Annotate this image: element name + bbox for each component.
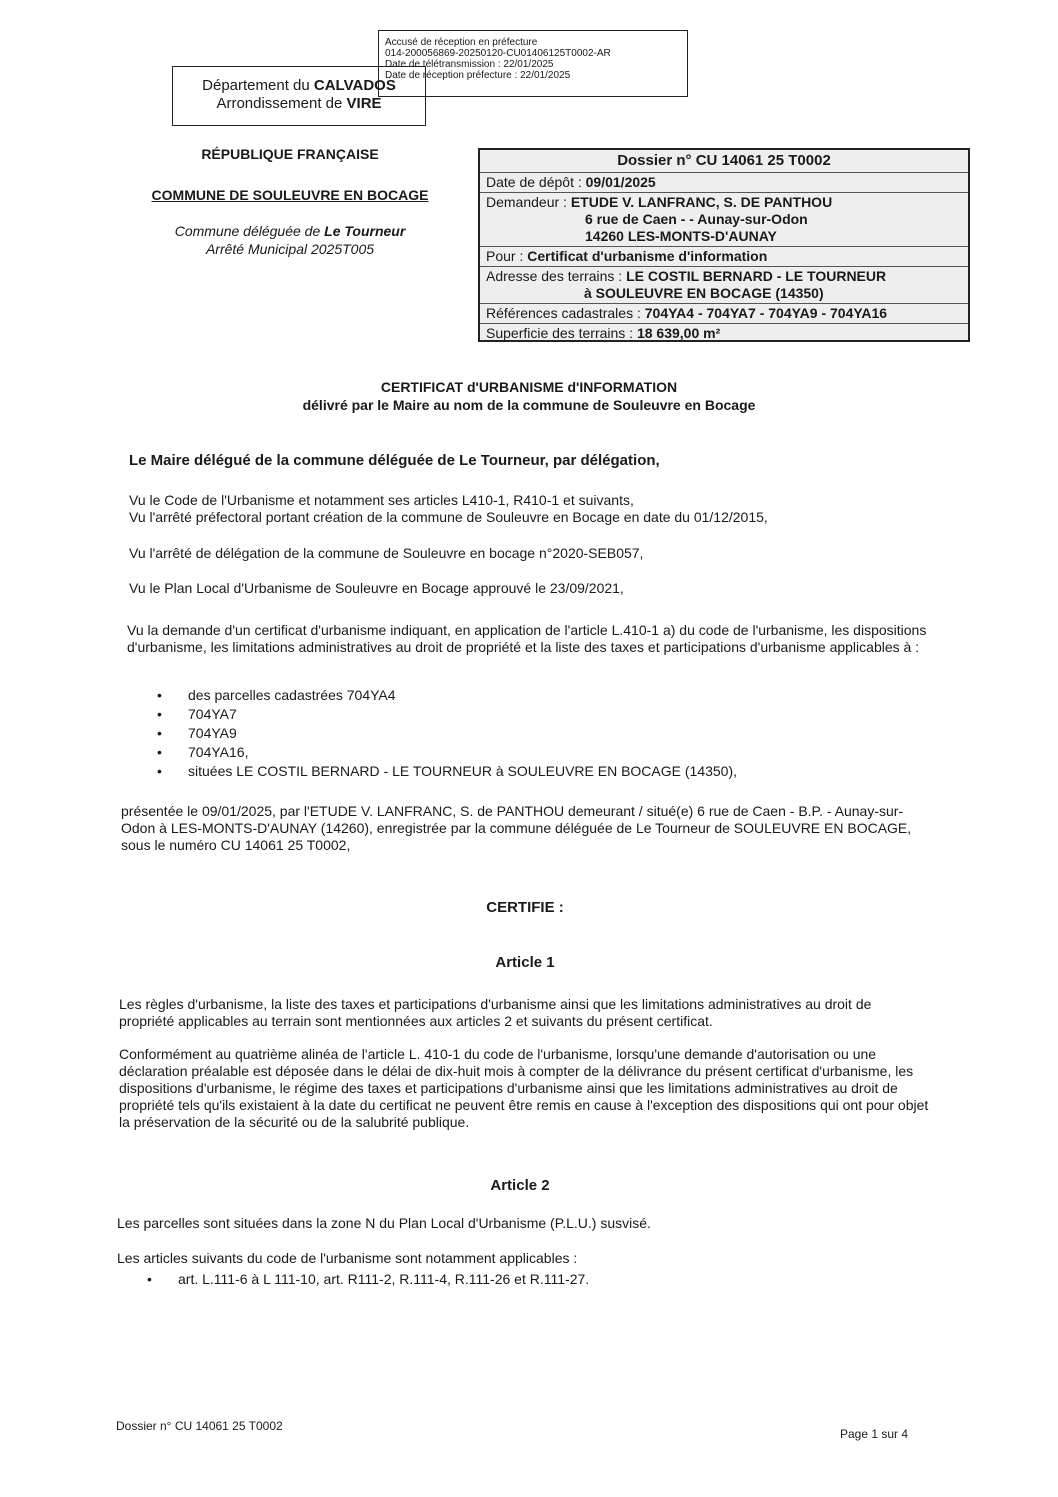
deposit-date-row [480, 173, 968, 193]
article-2-title: Article 2 [490, 1177, 550, 1194]
parcel-list [157, 686, 917, 781]
bullet-icon: • [157, 687, 162, 703]
presented-paragraph: présentée le 09/01/2025, par l'ETUDE V. LANFRANC, S. de PANTHOU demeurant / situé(e) 6 rue de Caen - B.P. - Aunay-sur-Odon à LES-MONTS-D'AUNAY (14260), enregistrée par la commune déléguée de Le Tourneur de SOULEUVRE EN BOCAGE, sous le numéro CU 14061 25 T0002, [121, 803, 912, 853]
dossier-number: Dossier n° CU 14061 25 T0002 [480, 150, 968, 173]
purpose-row [480, 247, 968, 267]
republic-heading: RÉPUBLIQUE FRANÇAISE [201, 146, 379, 162]
vu-code: Vu le Code de l'Urbanisme et notamment ses articles L410-1, R410-1 et suivants, [129, 492, 634, 508]
stamp-line-4: Date de réception préfecture : 22/01/2025 [385, 70, 571, 81]
bullet-icon: • [157, 706, 162, 722]
cadastral-row [480, 304, 968, 324]
certificate-title-line-1: CERTIFICAT d'URBANISME d'INFORMATION [380, 379, 678, 395]
article-2-list [147, 1270, 907, 1289]
land-address-line-1: LE COSTIL BERNARD - LE TOURNEUR [626, 268, 887, 284]
list-item [157, 686, 917, 705]
applicant-address-1: 6 rue de Caen - - Aunay-sur-Odon [585, 211, 808, 227]
arrondissement-prefix: Arrondissement de [216, 95, 347, 112]
certificate-title-line-2: délivré par le Maire au nom de la commune de Souleuvre en Bocage [302, 397, 756, 413]
purpose-value: Certificat d'urbanisme d'information [527, 248, 768, 264]
department-prefix: Département du [202, 77, 314, 94]
department-box [172, 66, 426, 126]
delegated-prefix: Commune déléguée de [174, 223, 325, 239]
list-item-text: 704YA9 [188, 725, 237, 741]
stamp-line-1: Accusé de réception en préfecture [385, 37, 538, 48]
certificate-title [200, 378, 858, 414]
article-1-paragraph-1: Les règles d'urbanisme, la liste des taxes et participations d'urbanisme ainsi que les limitations administratives au droit de propriété applicables au terrain sont mentionnées aux articles 2 et suivants du présent certificat. [119, 996, 872, 1029]
footer-dossier-number: Dossier n° CU 14061 25 T0002 [116, 1419, 283, 1433]
commune-heading: COMMUNE DE SOULEUVRE EN BOCAGE [151, 187, 429, 203]
vu-delegation: Vu l'arrêté de délégation de la commune de Souleuvre en bocage n°2020-SEB057, [129, 545, 644, 561]
certifie-heading: CERTIFIE : [486, 899, 564, 916]
vu-plu: Vu le Plan Local d'Urbanisme de Souleuvre en Bocage approuvé le 23/09/2021, [129, 580, 624, 596]
purpose-label: Pour : [486, 248, 528, 264]
applicant-label: Demandeur : [486, 194, 571, 210]
delegated-name: Le Tourneur [324, 223, 406, 239]
applicant-name: ETUDE V. LANFRANC, S. DE PANTHOU [570, 194, 833, 210]
land-address-line-2: à SOULEUVRE EN BOCAGE (14350) [584, 285, 824, 301]
cadastral-label: Références cadastrales : [486, 305, 645, 321]
article-1-title: Article 1 [495, 954, 555, 971]
delegated-commune [130, 222, 450, 258]
list-item-text: des parcelles cadastrées 704YA4 [188, 687, 396, 703]
list-item-text: 704YA16, [188, 744, 249, 760]
bullet-icon: • [157, 725, 162, 741]
list-item [157, 724, 917, 743]
stamp-line-3: Date de télétransmission : 22/01/2025 [385, 59, 554, 70]
area-label: Superficie des terrains : [486, 325, 637, 341]
vu-code-block [129, 492, 929, 526]
department-line [173, 77, 425, 95]
list-item [157, 743, 917, 762]
list-item-text: 704YA7 [188, 706, 237, 722]
vu-prefectoral: Vu l'arrêté préfectoral portant création de la commune de Souleuvre en Bocage en date du 01/12/2015, [129, 509, 768, 525]
delegated-line [130, 222, 450, 240]
area-value: 18 639,00 m² [636, 325, 721, 341]
article-2-paragraph-1: Les parcelles sont situées dans la zone N du Plan Local d'Urbanisme (P.L.U.) susvisé. [117, 1215, 651, 1231]
list-item-text: art. L.111-6 à L 111-10, art. R111-2, R.111-4, R.111-26 et R.111-27. [178, 1271, 590, 1287]
land-address-label: Adresse des terrains : [486, 268, 627, 284]
arrondissement-name: VIRE [346, 95, 382, 112]
deposit-value: 09/01/2025 [585, 174, 656, 190]
list-item [157, 705, 917, 724]
bullet-icon: • [157, 763, 162, 779]
arrondissement-line [173, 95, 425, 113]
vu-demande: Vu la demande d'un certificat d'urbanisme indiquant, en application de l'article L.410-1 a) du code de l'urbanisme, les dispositions d'urbanisme, les limitations administratives au droit de propriété et la liste des taxes et participations d'urbanisme applicables à : [127, 622, 927, 655]
bullet-icon: • [157, 744, 162, 760]
stamp-line-2: 014-200056869-20250120-CU01406125T0002-AR [385, 48, 611, 59]
list-item-text: situées LE COSTIL BERNARD - LE TOURNEUR à SOULEUVRE EN BOCAGE (14350), [188, 763, 738, 779]
article-2-paragraph-2: Les articles suivants du code de l'urbanisme sont notamment applicables : [117, 1250, 578, 1266]
mayor-statement: Le Maire délégué de la commune déléguée de Le Tourneur, par délégation, [129, 452, 660, 469]
arrete-number: Arrêté Municipal 2025T005 [205, 241, 375, 257]
list-item [147, 1270, 907, 1289]
area-row [480, 324, 968, 343]
bullet-icon: • [147, 1271, 152, 1287]
cadastral-value: 704YA4 - 704YA7 - 704YA9 - 704YA16 [644, 305, 888, 321]
page-number: Page 1 sur 4 [840, 1427, 909, 1441]
deposit-label: Date de dépôt : [486, 174, 586, 190]
applicant-row [480, 193, 968, 247]
applicant-address-2: 14260 LES-MONTS-D'AUNAY [585, 228, 777, 244]
dossier-box [478, 148, 970, 342]
department-name: CALVADOS [313, 77, 396, 94]
article-1-paragraph-2: Conformément au quatrième alinéa de l'article L. 410-1 du code de l'urbanisme, lorsqu'une demande d'autorisation ou une déclaration préalable est déposée dans le délai de dix-huit mois à compter de la délivrance du présent certificat d'urbanisme, les dispositions d'urbanisme, le régime des taxes et participations d'urbanisme ainsi que les limitations administratives au droit de propriété tels qu'ils existaient à la date du certificat ne peuvent être remis en cause à l'exception des dispositions qui ont pour objet la préservation de la sécurité ou de la salubrité publique. [119, 1046, 929, 1130]
land-address-row [480, 267, 968, 304]
list-item [157, 762, 917, 781]
